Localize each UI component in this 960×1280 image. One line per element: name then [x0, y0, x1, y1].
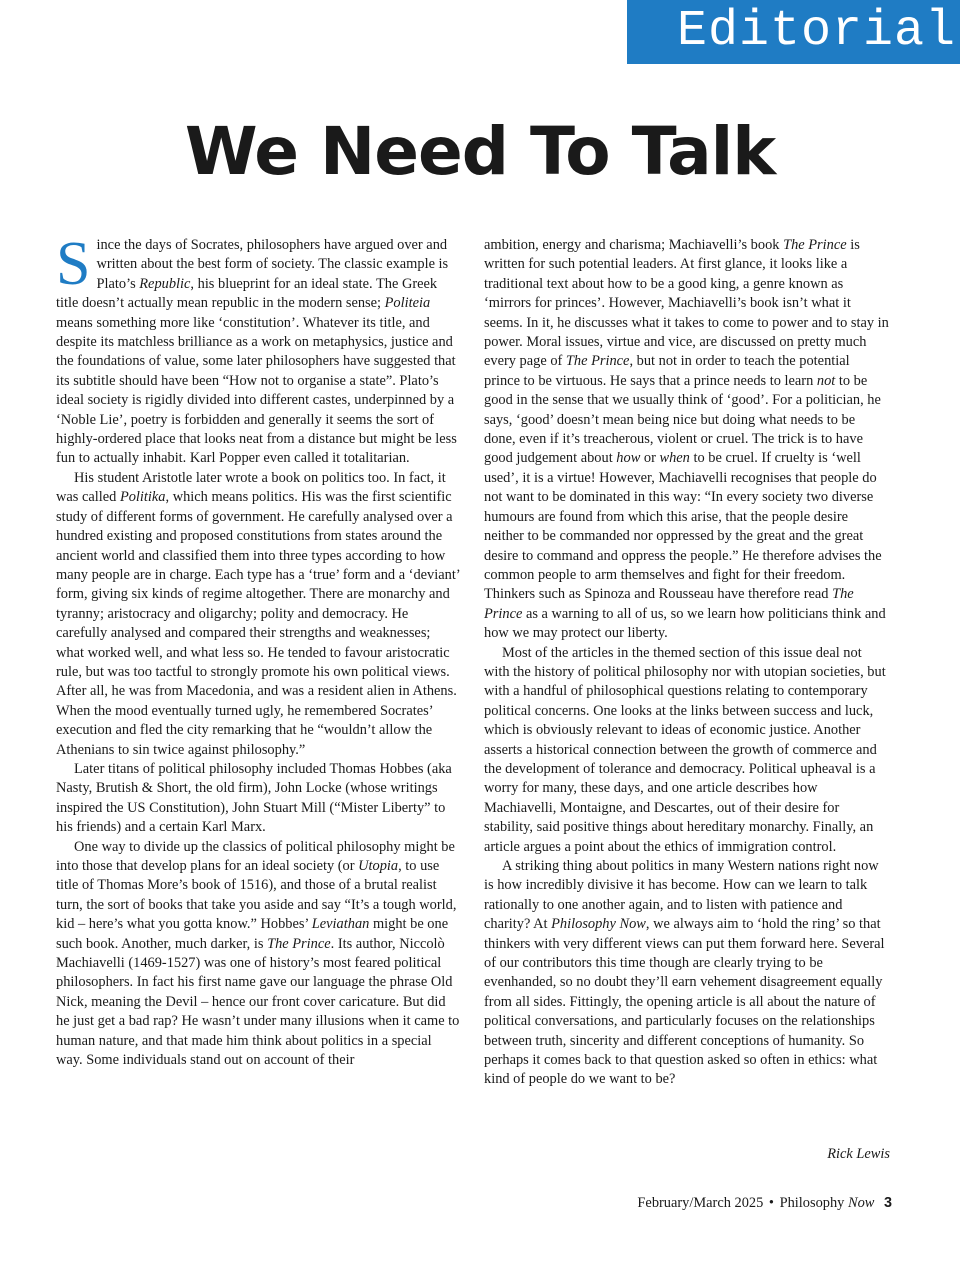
paragraph: His student Aristotle later wrote a book on politics too. In fact, it was called Politika, which means politics. His was the first scientific study of different forms of government. He carefully analysed over a hundred existing and proposed constitutions from states around the ancient world and classified them into three types according to how many people are in charge. Each type has a ‘true’ form and a ‘deviant’ form, giving six kinds of regime altogether. There are monarchy and tyranny; aristocracy and oligarchy; polity and democracy. He carefully analysed and compared their strengths and weaknesses; what worked well, and what less so. He tended to favour aristocratic rule, but was too tactful to strongly promote his own political views. After all, he was from Macedonia, and was a resident alien in Athens. When the mood eventually turned ugly, he remembered Socrates’ execution and fled the city remarking that he “wouldn’t allow the Athenians to sin twice against philosophy.” — [56, 469, 460, 758]
left-column — [56, 230, 461, 1070]
page-number: 3 — [883, 1195, 892, 1211]
author-signature: Rick Lewis — [827, 1146, 890, 1162]
page-title: We Need To Talk — [184, 113, 776, 190]
paragraph: Most of the articles in the themed section of this issue deal not with the history of political philosophy nor with utopian societies, but with a handful of philosophical questions relating to contemporary political concerns. One looks at the links between success and luck, which is obviously relevant to ideas of economic justice. Another asserts a historical connection between the growth of commerce and the development of tolerance and democracy. Political upheaval is a worry for many, these days, and one article describes how Machiavelli, Montaigne, and Descartes, out of their desire for stability, said positive things about hereditary monarchy. Finally, an article argues a point about the ethics of immigration control. — [484, 644, 886, 855]
footer-separator: • — [768, 1195, 774, 1211]
paragraph: Later titans of political philosophy included Thomas Hobbes (aka Nasty, Brutish & Short, the old firm), John Locke (whose writings inspired the US Constitution), John Stuart Mill (“Mister Liberty” to his friends) and a certain Karl Marx. — [56, 760, 452, 836]
page-footer — [637, 1195, 892, 1212]
magazine-name: Philosophy Now — [779, 1195, 875, 1211]
paragraph: ambition, energy and charisma; Machiavelli’s book The Prince is written for such potential leaders. At first glance, it looks like a traditional text about how to be a good king, a genre known as ‘mirrors for princes’. However, Machiavelli’s book isn’t what it seems. In it, he discusses what it takes to come to power and to stay in power. Moral issues, virtue and vice, are discussed on pretty much every page of The Prince, but not in order to teach the potential prince to be virtuous. He says that a prince needs to learn not to be good in the sense that we usually think of ‘good’. For a politician, he says, ‘good’ doesn’t mean being nice but doing what needs to be done, even if it’s treacherous, violent or cruel. The trick is to have good judgement about how or when to be cruel. If cruelty is ‘well used’, it is a virtue! However, Machiavelli recognises that people do not want to be dominated in this way: “In every society two diverse humours are found from which this arise, that the people desire neither to be commanded nor oppressed by the great and the great desire to command and oppress the people.” He therefore advises the common people to arm themselves and fight for their freedom. Thinkers such as Spinoza and Rousseau have therefore read The Prince as a warning to all of us, so we learn how politicians think and how we may protect our liberty. — [484, 237, 889, 642]
right-column — [484, 236, 889, 1090]
paragraph: A striking thing about politics in many Western nations right now is how incredibly divisive it has become. How can we learn to talk rationally to one another again, and to listen with patience and charity? At Philosophy Now, we always aim to ‘hold the ring’ so that thinkers with very different views can put them forward here. Several of our contributors this time though are clearly trying to be evenhanded, so no doubt they’ll earn vehement disagreement equally from all sides. Fittingly, the opening article is all about the nature of political conversations, and particularly focuses on the relationships between truth, sincerity and different conceptions of humanity. So perhaps it comes back to that question asked so often in ethics: what kind of people do we want to be? — [484, 858, 885, 1088]
issue-date: February/March 2025 — [637, 1195, 764, 1211]
drop-cap: S — [56, 230, 91, 298]
paragraph: Since the days of Socrates, philosophers have argued over and written about the best form of society. The classic example is Plato’s Republic, his blueprint for an ideal state. The Greek title doesn’t actually mean republic in the modern sense; Politeia means something more like ‘constitution’. Whatever its title, and despite its matchless brilliance as a work on metaphysics, justice and the foundations of value, some later philosophers have suggested that its subtitle should have been “How not to organise a state”. Plato’s ideal society is rigidly divided into different castes, underpinned by a ‘Noble Lie’, poetry is forbidden and generally it seems the sort of highly-ordered place that looks neat from a distance but might be less fun to actually inhabit. Karl Popper even called it totalitarian. — [56, 230, 457, 467]
section-label: Editorial — [627, 0, 960, 64]
paragraph: One way to divide up the classics of political philosophy might be into those that develop plans for an ideal society (or Utopia, to use title of Thomas More’s book of 1516), and those of a brutal realist turn, the sort of books that take you aside and say “It’s a tough world, kid – here’s what you gotta know.” Hobbes’ Leviathan might be one such book. Another, much darker, is The Prince. Its author, Niccolò Machiavelli (1469-1527) was one of history’s most feared political philosophers. In fact his first name gave our language the phrase Old Nick, meaning the Devil – hence our front cover caricature. But did he just get a bad rap? He wasn’t under many illusions when it came to human nature, and that made him think about politics in a special way. Some individuals stand out on account of their — [56, 838, 460, 1069]
